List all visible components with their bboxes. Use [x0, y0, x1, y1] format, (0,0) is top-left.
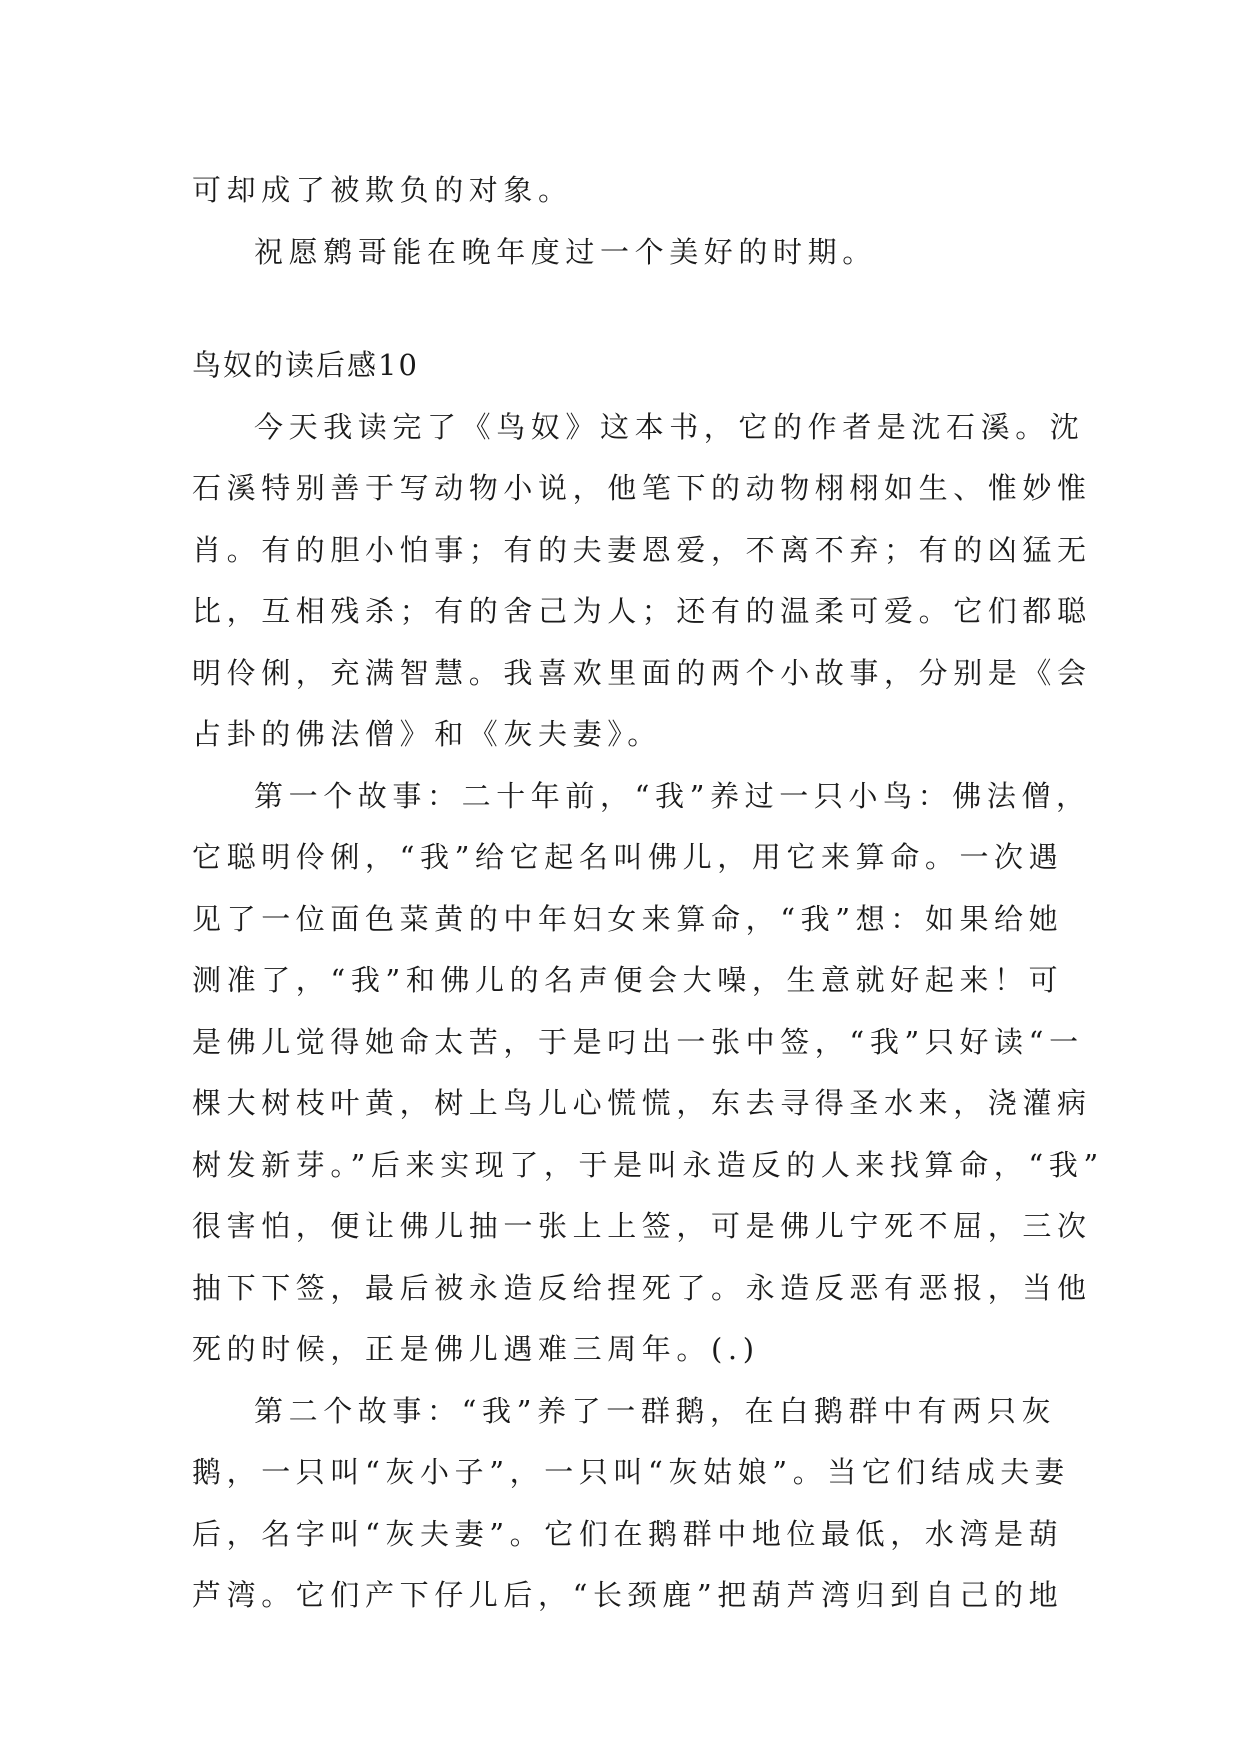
text-line: 棵大树枝叶黄，树上鸟儿心慌慌，东去寻得圣水来，浇灌病: [192, 1086, 1092, 1120]
section-gap: [192, 283, 1050, 335]
section-title-text: 鸟奴的读后感10: [192, 348, 419, 382]
paragraph-story-two: [192, 1381, 1070, 1627]
text-line: 明伶俐，充满智慧。我喜欢里面的两个小故事，分别是《会: [192, 655, 1092, 690]
closing-paragraph: [192, 222, 1050, 284]
section-title: [192, 335, 1050, 397]
paragraph-story-one: [192, 766, 1104, 1381]
text-line: 肖。有的胆小怕事；有的夫妻恩爱，不离不弃；有的凶猛无: [192, 532, 1092, 567]
paragraph-intro: [192, 397, 1092, 766]
prev-section-tail: [192, 160, 1050, 222]
document-body: [192, 160, 1104, 1627]
text-line: 抽下下签，最后被永造反给捏死了。永造反恶有恶报，当他: [192, 1270, 1092, 1305]
text-line: 树发新芽。”后来实现了，于是叫永造反的人来找算命，“我”: [192, 1147, 1104, 1182]
text-line: 第二个故事：“我”养了一群鹅，在白鹅群中有两只灰: [254, 1393, 1057, 1428]
text-line: 是佛儿觉得她命太苦，于是叼出一张中签，“我”只好读“一: [192, 1024, 1084, 1059]
text-line: 第一个故事：二十年前，“我”养过一只小鸟：佛法僧，: [254, 778, 1091, 813]
text-line: 祝愿鹩哥能在晚年度过一个美好的时期。: [254, 234, 877, 269]
text-line: 占卦的佛法僧》和《灰夫妻》。: [192, 717, 662, 751]
text-line: 死的时候，正是佛儿遇难三周年。(.): [192, 1332, 760, 1366]
text-line: 可却成了被欺负的对象。: [192, 173, 573, 207]
text-line: 见了一位面色菜黄的中年妇女来算命，“我”想：如果给她: [192, 901, 1064, 936]
text-line: 很害怕，便让佛儿抽一张上上签，可是佛儿宁死不屈，三次: [192, 1209, 1092, 1243]
text-line: 芦湾。它们产下仔儿后，“长颈鹿”把葫芦湾归到自己的地: [192, 1578, 1064, 1612]
text-line: 后，名字叫“灰夫妻”。它们在鹅群中地位最低，水湾是葫: [192, 1516, 1064, 1551]
text-line: 石溪特别善于写动物小说，他笔下的动物栩栩如生、惟妙惟: [192, 471, 1092, 505]
text-line: 测准了，“我”和佛儿的名声便会大噪，生意就好起来！可: [192, 963, 1064, 997]
text-line: 今天我读完了《鸟奴》这本书，它的作者是沈石溪。沈: [254, 409, 1085, 444]
text-line: 鹅，一只叫“灰小子”，一只叫“灰姑娘”。当它们结成夫妻: [192, 1455, 1070, 1489]
text-line: 它聪明伶俐，“我”给它起名叫佛儿，用它来算命。一次遇: [192, 840, 1064, 874]
text-line: 比，互相残杀；有的舍己为人；还有的温柔可爱。它们都聪: [192, 594, 1092, 628]
